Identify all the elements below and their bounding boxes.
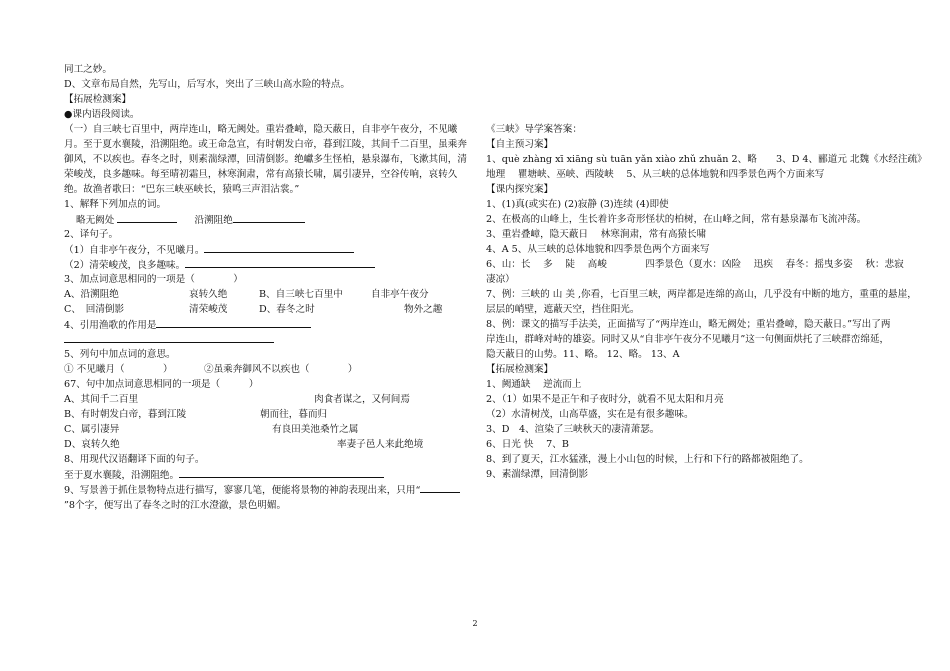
passage-text: （一）自三峡七百里中，两岸连山，略无阙处。重岩叠嶂，隐天蔽日，自非亭午夜分，不见曦月。至于夏水襄陵，沿溯阻绝。或王命急宣，有时朝发白帝，暮到江陵，其间千二百里，虽乘奔御风，不以疾也。春冬之时，则素湍绿潭，回清倒影。绝巘多生怪柏，悬泉瀑布，飞漱其间，清荣峻茂，良多趣味。每至晴初霜旦，林寒涧肃，常有高猿长啸，属引凄异，空谷传响，哀转久绝。故渔者歌曰：“巴东三峡巫峡长，猿鸣三声泪沾裳。” xyxy=(64,124,467,195)
q3-options-ab xyxy=(64,287,469,302)
q3-option-d1: D、春冬之时 xyxy=(259,304,315,315)
q67-option-c2: 有良田美池桑竹之属 xyxy=(272,424,359,435)
answer-line: 8、到了夏天，江水猛涨，漫上小山包的时候，上行和下行的路都被阻绝了。 xyxy=(486,454,809,465)
question-3: 3、加点词意思相同的一项是（ ） xyxy=(64,274,243,285)
q8-sentence: 至于夏水襄陵，沿溯阻绝。 xyxy=(64,470,180,481)
q67-option-d1: D、哀转久绝 xyxy=(64,439,120,450)
answer-line: 层层的峭壁，遮蔽天空，挡住阳光。 xyxy=(486,304,640,315)
section-heading-preview: 【自主预习案】 xyxy=(486,139,554,150)
question-9 xyxy=(64,482,469,513)
q5-item-2: ②虽乘奔御风不以疾也（ ） xyxy=(204,364,358,375)
q8-item xyxy=(64,467,469,482)
q67-option-d xyxy=(64,437,469,452)
q67-option-b1: B、有时朝发白帝，暮到江陵 xyxy=(64,409,187,420)
answer-line: （2）水清树茂，山高草盛，实在是有很多趣味。 xyxy=(486,409,694,420)
q2-item-2-text: （2）清荣峻茂，良多趣味。 xyxy=(64,260,186,271)
q67-option-a2: 肉食者谋之，又何间焉 xyxy=(314,394,410,405)
question-1-items xyxy=(64,212,469,227)
q4-text: 4、引用渔歌的作用是 xyxy=(64,320,157,331)
q2-item-1-text: （1）自非亭午夜分，不见曦月。 xyxy=(64,245,205,256)
answer-line: 3、重岩叠嶂，隐天蔽日 林寒涧肃，常有高猿长啸 xyxy=(486,229,707,240)
page-number: 2 xyxy=(472,619,478,628)
q67-option-a1: A、其间千二百里 xyxy=(64,394,139,405)
answer-blank[interactable] xyxy=(179,467,384,478)
answer-blank[interactable] xyxy=(233,212,305,223)
q3-option-b2: 自非亭午夜分 xyxy=(371,289,429,300)
answer-line: 7、例：三峡的 山 美 ,你看，七百里三峡，两岸都是连绵的高山，几乎没有中断的地方，重重的悬崖， xyxy=(486,289,917,300)
answer-line: 8、例：课文的描写手法美，正面描写了“两岸连山，略无阙处；重岩叠嶂，隐天蔽日。”写出了两 xyxy=(486,319,891,330)
answer-line: 2、（1）如果不是正午和子夜时分，就看不见太阳和月亮 xyxy=(486,394,724,405)
question-67: 67、句中加点词意思相同的一项是（ ） xyxy=(64,379,259,390)
section-heading-extension: 【拓展检测案】 xyxy=(64,94,132,105)
q4-continuation xyxy=(64,332,469,347)
q67-option-c xyxy=(64,422,469,437)
q67-option-a xyxy=(64,392,469,407)
q1-item-b: 沿溯阻绝 xyxy=(194,215,233,226)
answer-blank[interactable] xyxy=(117,212,177,223)
q3-option-c1: C、 回清倒影 xyxy=(64,304,125,315)
question-5: 5、列句中加点词的意思。 xyxy=(64,349,176,360)
q3-option-d2: 物外之趣 xyxy=(404,304,443,315)
q3-option-b1: B、自三峡七百里中 xyxy=(259,289,343,300)
q67-option-c1: C、属引凄异 xyxy=(64,424,120,435)
answer-line: 3、D 4、渲染了三峡秋天的凄清萧瑟。 xyxy=(486,424,660,435)
answer-line: 岸连山，群峰对峙的雄姿。同时又从“自非亭午夜分不见曦月”这一句侧面烘托了三峡群峦绵延， xyxy=(486,334,890,345)
answer-line: 1、(1)真(或实在) (2)寂静 (3)连续 (4)即使 xyxy=(486,199,669,210)
question-2: 2、译句子。 xyxy=(64,229,119,240)
left-column xyxy=(64,62,469,513)
answer-blank[interactable] xyxy=(64,332,274,343)
answer-line: 地理 瞿塘峡、巫峡、西陵峡 5、从三峡的总体地貌和四季景色两个方面来写 xyxy=(486,169,825,180)
q9-text-b: ”8个字，便写出了春冬之时的江水澄澈，景色明媚。 xyxy=(64,500,287,511)
q67-option-b2: 朝而往，暮而归 xyxy=(260,409,328,420)
q3-option-a2: 哀转久绝 xyxy=(189,289,228,300)
answer-blank[interactable] xyxy=(204,242,354,253)
answer-line: 凄凉） xyxy=(486,274,515,285)
q3-option-c2: 清荣峻茂 xyxy=(189,304,228,315)
q2-item-2 xyxy=(64,257,469,272)
question-8: 8、用现代汉语翻译下面的句子。 xyxy=(64,454,205,465)
q3-option-a1: A、沿溯阻绝 xyxy=(64,289,119,300)
section-heading-inquiry: 【课内探究案】 xyxy=(486,184,554,195)
q1-item-a: 略无阙处 xyxy=(76,215,115,226)
answer-title: 《三峡》导学案答案： xyxy=(486,124,582,135)
question-1: 1、解释下列加点的词。 xyxy=(64,199,167,210)
answer-line: 1、阙通缺 逆流而上 xyxy=(486,379,582,390)
subsection-label: ●课内语段阅读。 xyxy=(64,109,140,120)
answer-blank[interactable] xyxy=(185,257,375,268)
text-line: 同工之妙。 xyxy=(64,64,112,75)
answer-line: 2、在极高的山峰上，生长着许多奇形怪状的柏树，在山峰之间，常有悬泉瀑布飞流冲荡。 xyxy=(486,214,867,225)
q2-item-1 xyxy=(64,242,469,257)
text-line: D、文章布局自然，先写山，后写水，突出了三峡山高水险的特点。 xyxy=(64,79,350,90)
answer-line: 6、山：长 多 陡 高峻 四季景色（夏水：凶险 迅疾 春冬：摇曳多姿 秋：悲寂 xyxy=(486,259,904,270)
answer-line: 隐天蔽日的山势。11、略。 12、略。 13、A xyxy=(486,349,680,360)
q5-item-1: ① 不见曦月（ ） xyxy=(64,364,173,375)
answer-line: 9、素湍绿潭，回清倒影 xyxy=(486,469,589,480)
q9-text-a: 9、写景善于抓住景物特点进行描写，寥寥几笔，便能将景物的神韵表现出来，只用“ xyxy=(64,485,421,496)
q3-options-cd xyxy=(64,302,469,317)
section-heading-extension-answers: 【拓展检测案】 xyxy=(486,364,554,375)
answer-blank[interactable] xyxy=(420,482,460,493)
q5-items xyxy=(64,362,469,377)
right-column xyxy=(486,122,927,482)
question-4 xyxy=(64,317,469,332)
answer-blank[interactable] xyxy=(156,317,311,328)
answer-line: 1、què zhàng xī xiāng sù tuān yǎn xiào zhǔ zhuǎn 2、略 3、D 4、郦道元 北魏《水经注疏》 xyxy=(486,154,927,165)
answer-line: 6、日光 快 7、B xyxy=(486,439,569,450)
q67-option-b xyxy=(64,407,469,422)
answer-line: 4、A 5、从三峡的总体地貌和四季景色两个方面来写 xyxy=(486,244,710,255)
q67-option-d2: 率妻子邑人来此绝境 xyxy=(337,439,424,450)
